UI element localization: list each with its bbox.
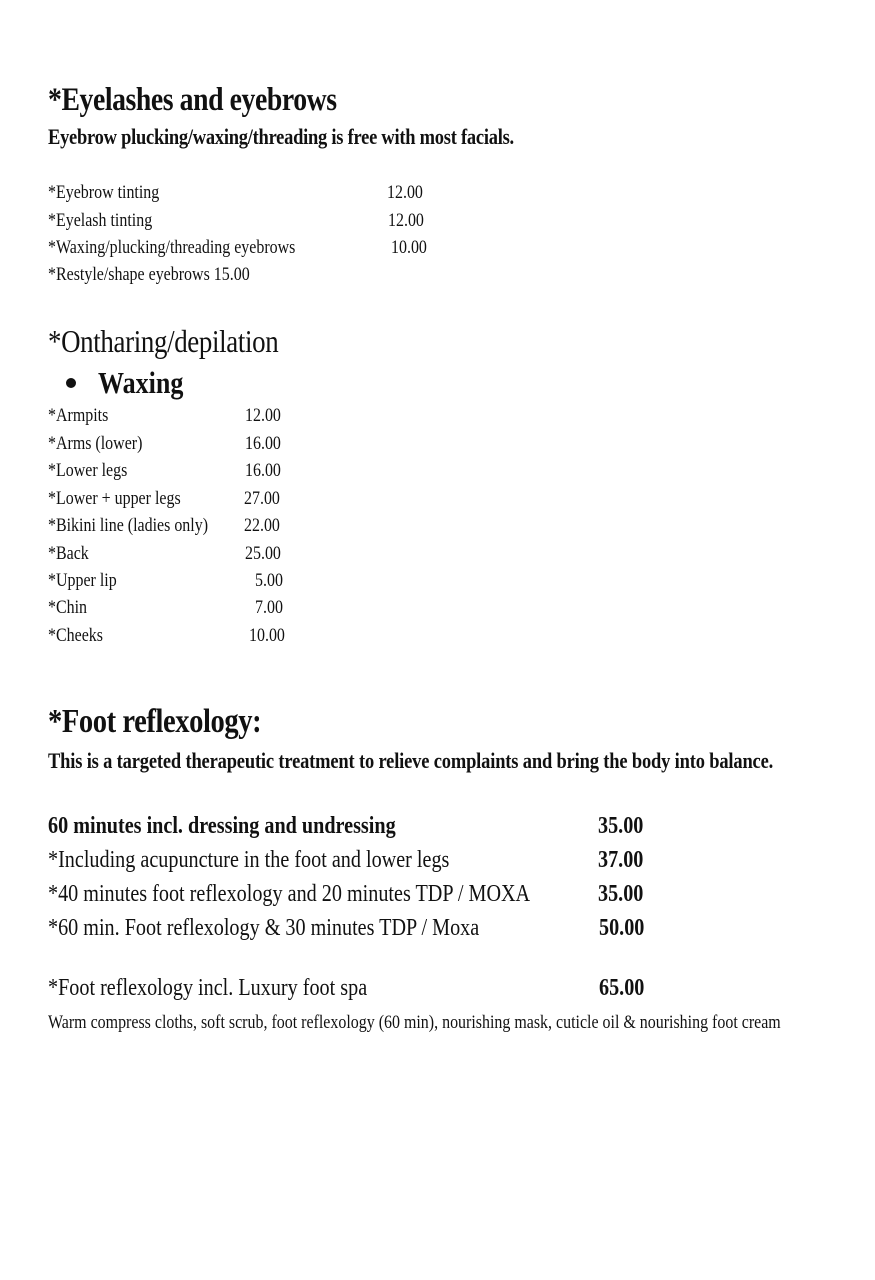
eyelashes-subtitle: Eyebrow plucking/waxing/threading is free with most facials. [48,124,514,149]
waxing-item-name: *Armpits [48,405,109,426]
waxing-item-name: *Lower + upper legs [48,488,181,509]
waxing-subheading: Waxing [66,365,200,401]
foot-item-price: 37.00 [598,847,644,873]
waxing-item-price: 12.00 [245,405,281,426]
foot-spa-name: *Foot reflexology incl. Luxury foot spa [48,975,368,1001]
waxing-item-price: 7.00 [255,597,283,618]
foot-item-price: 35.00 [598,881,644,907]
eyelash-item-name: *Waxing/plucking/threading eyebrows [48,237,296,258]
waxing-item-name: *Lower legs [48,460,128,481]
foot-reflexology-description: This is a targeted therapeutic treatment to relieve complaints and bring the body into balance. [48,748,774,773]
waxing-item-name: *Chin [48,597,88,618]
waxing-item-name: *Back [48,543,89,564]
eyelashes-title: *Eyelashes and eyebrows [48,82,337,118]
waxing-item-name: *Arms (lower) [48,433,143,454]
foot-item-name: *60 min. Foot reflexology & 30 minutes TDP / Moxa [48,915,480,941]
waxing-item-price: 5.00 [255,570,283,591]
waxing-item-name: *Cheeks [48,625,103,646]
waxing-item-price: 22.00 [244,515,280,536]
foot-reflexology-title: *Foot reflexology: [48,703,262,740]
foot-item-price: 50.00 [599,915,645,941]
foot-item-name: *Including acupuncture in the foot and lower legs [48,847,450,873]
waxing-item-name: *Upper lip [48,570,117,591]
foot-spa-description: Warm compress cloths, soft scrub, foot reflexology (60 min), nourishing mask, cuticle oil & nourishing foot cream [48,1012,781,1033]
foot-item-price: 35.00 [598,813,644,839]
bullet-icon [66,378,76,388]
waxing-item-price: 16.00 [245,433,281,454]
foot-item-name: 60 minutes incl. dressing and undressing [48,813,396,839]
eyelash-item-price: 12.00 [388,210,424,231]
eyelash-item-name: *Eyebrow tinting [48,182,160,203]
waxing-item-name: *Bikini line (ladies only) [48,515,209,536]
foot-item-name: *40 minutes foot reflexology and 20 minutes TDP / MOXA [48,881,531,907]
foot-spa-price: 65.00 [599,975,645,1001]
eyelash-item-name: *Restyle/shape eyebrows 15.00 [48,264,250,285]
waxing-item-price: 25.00 [245,543,281,564]
waxing-item-price: 27.00 [244,488,280,509]
ontharing-title: *Ontharing/depilation [48,323,279,359]
eyelash-item-price: 10.00 [391,237,427,258]
waxing-item-price: 10.00 [249,625,285,646]
eyelash-item-name: *Eyelash tinting [48,210,153,231]
eyelash-item-price: 12.00 [387,182,423,203]
waxing-item-price: 16.00 [245,460,281,481]
